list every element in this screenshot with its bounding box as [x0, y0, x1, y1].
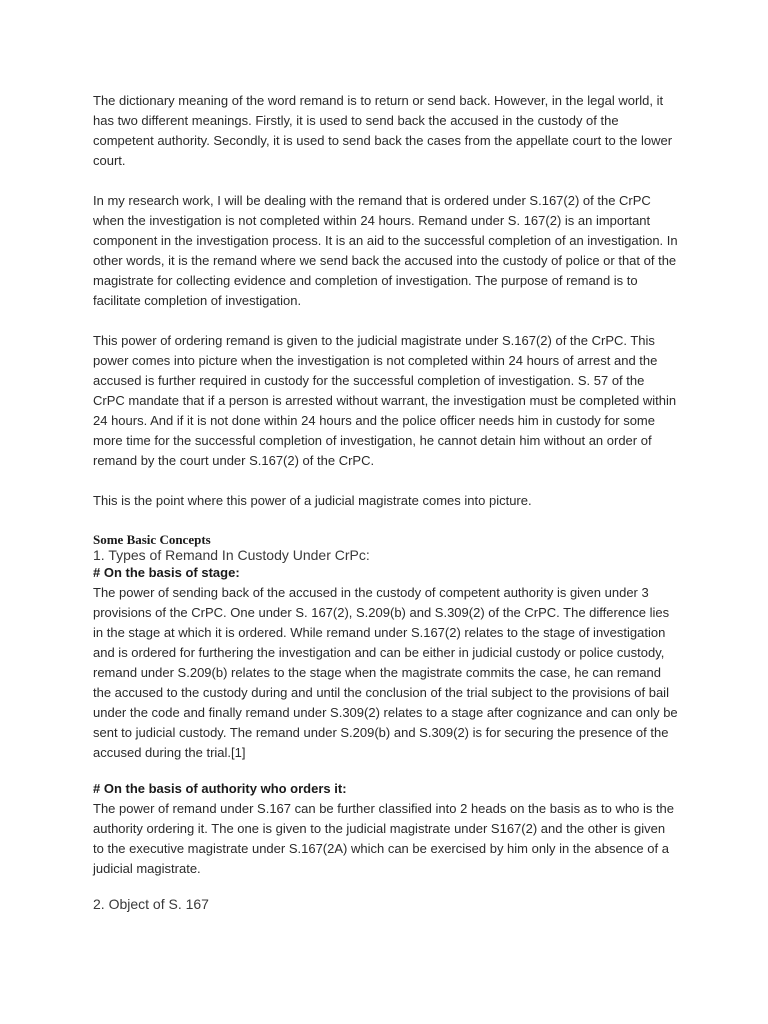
- paragraph-stage: The power of sending back of the accused in the custody of competent authority is given under 3 provisions of the CrPC. One under S. 167(2), S.209(b) and S.309(2) of the CrPC. The difference lies in the stage at which it is ordered. While remand under S.167(2) relates to the stage of investigation and is ordered for furthering the investigation and can be either in judicial custody or police custody, remand under S.209(b) relates to the stage when the magistrate commits the case, he can remand the accused to the custody during and until the conclusion of the trial subject to the provisions of bail under the code and finally remand under S.309(2) relates to a stage after cognizance and can only be sent to judicial custody. The remand under S.209(b) and S.309(2) is for securing the presence of the accused during the trial.[1]: [93, 585, 678, 760]
- spacer: [93, 511, 679, 533]
- paragraph-research-work: In my research work, I will be dealing with the remand that is ordered under S.167(2) of the CrPC when the investigation is not completed within 24 hours. Remand under S. 167(2) is an important component in the investigation process. It is an aid to the successful completion of an investigation. In other words, it is the remand where we send back the accused into the custody of police or that of the magistrate for collecting evidence and completion of investigation. The purpose of remand is to facilitate completion of investigation.: [93, 193, 678, 308]
- subsection-heading-object: 2. Object of S. 167: [93, 896, 209, 912]
- paragraph-point: This is the point where this power of a judicial magistrate comes into picture.: [93, 493, 532, 508]
- subsection-heading-types: 1. Types of Remand In Custody Under CrPc:: [93, 547, 370, 563]
- spacer: [93, 879, 679, 895]
- stage-heading: # On the basis of stage:: [93, 565, 240, 580]
- authority-heading: # On the basis of authority who orders it:: [93, 781, 347, 796]
- spacer: [93, 171, 679, 191]
- spacer: [93, 471, 679, 491]
- document-page: [93, 91, 679, 913]
- spacer: [93, 311, 679, 331]
- paragraph-remand-meaning: The dictionary meaning of the word remand is to return or send back. However, in the legal world, it has two different meanings. Firstly, it is used to send back the accused in the custody of the competent authority. Secondly, it is used to send back the cases from the appellate court to the lower court.: [93, 93, 673, 168]
- section-heading: Some Basic Concepts: [93, 532, 211, 547]
- paragraph-power-of-remand: This power of ordering remand is given to the judicial magistrate under S.167(2) of the CrPC. This power comes into picture when the investigation is not completed within 24 hours of arrest and the accused is further required in custody for the successful completion of investigation. S. 57 of the CrPC mandate that if a person is arrested without warrant, the investigation must be completed within 24 hours. And if it is not done within 24 hours and the police officer needs him in custody for some more time for the successful completion of investigation, he cannot detain him without an order of remand by the court under S.167(2) of the CrPC.: [93, 333, 677, 468]
- paragraph-authority: The power of remand under S.167 can be further classified into 2 heads on the basis as to who is the authority ordering it. The one is given to the judicial magistrate under S167(2) and the other is given to the executive magistrate under S.167(2A) which can be exercised by him only in the absence of a judicial magistrate.: [93, 801, 675, 876]
- spacer: [93, 763, 679, 779]
